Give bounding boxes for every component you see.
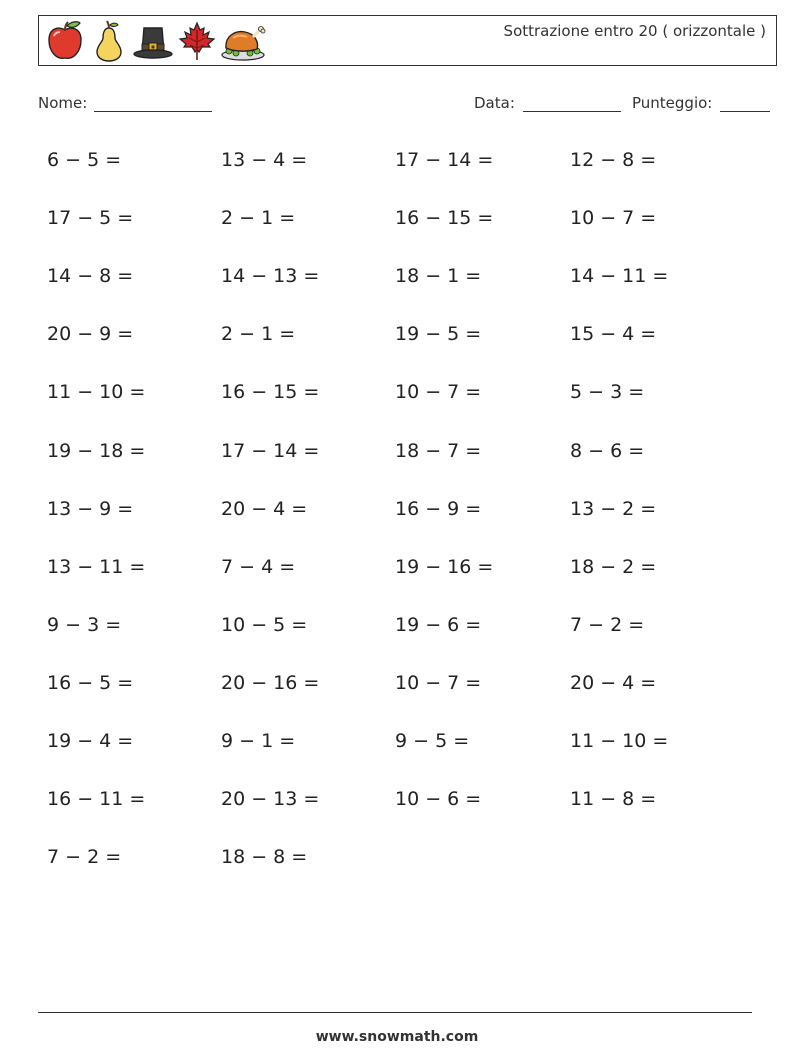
problem-r5-c1: 11 − 10 =	[47, 381, 146, 404]
problem-r6-c3: 18 − 7 =	[395, 439, 482, 462]
maple-leaf-icon	[177, 20, 217, 62]
problem-r5-c3: 10 − 7 =	[395, 381, 482, 404]
roast-turkey-icon	[221, 20, 267, 62]
problem-r1-c2: 13 − 4 =	[221, 149, 308, 171]
problem-r10-c1: 16 − 5 =	[47, 671, 134, 694]
problem-r11-c2: 9 − 1 =	[221, 730, 296, 752]
problem-r11-c4: 11 − 10 =	[570, 730, 669, 752]
problem-r7-c1: 13 − 9 =	[47, 497, 134, 520]
problem-r8-c2: 7 − 4 =	[221, 555, 296, 578]
problem-r2-c3: 16 − 15 =	[395, 207, 494, 230]
problem-r4-c3: 19 − 5 =	[395, 323, 482, 346]
problem-r9-c2: 10 − 5 =	[221, 613, 308, 636]
name-label: Nome:	[38, 94, 88, 112]
problem-r5-c2: 16 − 15 =	[221, 381, 320, 404]
score-field-blank[interactable]	[720, 111, 770, 112]
problem-r12-c3: 10 − 6 =	[395, 788, 482, 811]
problem-r10-c3: 10 − 7 =	[395, 671, 482, 694]
problem-r9-c1: 9 − 3 =	[47, 613, 122, 636]
problem-r1-c3: 17 − 14 =	[395, 149, 494, 171]
worksheet-header	[38, 15, 777, 66]
pilgrim-hat-icon	[133, 20, 173, 62]
problem-r13-c1: 7 − 2 =	[47, 846, 122, 869]
problem-r2-c2: 2 − 1 =	[221, 207, 296, 230]
problem-r9-c4: 7 − 2 =	[570, 613, 645, 636]
date-field-blank[interactable]	[523, 111, 621, 112]
problem-r11-c3: 9 − 5 =	[395, 730, 470, 752]
problem-r6-c1: 19 − 18 =	[47, 439, 146, 462]
problem-r11-c1: 19 − 4 =	[47, 730, 134, 752]
problem-r3-c4: 14 − 11 =	[570, 265, 669, 288]
problem-r3-c1: 14 − 8 =	[47, 265, 134, 288]
problem-r6-c2: 17 − 14 =	[221, 439, 320, 462]
problem-r8-c4: 18 − 2 =	[570, 555, 657, 578]
problem-r10-c2: 20 − 16 =	[221, 671, 320, 694]
problem-r12-c2: 20 − 13 =	[221, 788, 320, 811]
problem-r1-c4: 12 − 8 =	[570, 149, 657, 171]
problem-r7-c3: 16 − 9 =	[395, 497, 482, 520]
problem-r8-c1: 13 − 11 =	[47, 555, 146, 578]
problem-r8-c3: 19 − 16 =	[395, 555, 494, 578]
footer-divider	[38, 1012, 752, 1013]
problem-r3-c2: 14 − 13 =	[221, 265, 320, 288]
problem-r4-c2: 2 − 1 =	[221, 323, 296, 346]
name-field-blank[interactable]	[94, 111, 212, 112]
problem-r10-c4: 20 − 4 =	[570, 671, 657, 694]
score-label: Punteggio:	[632, 94, 713, 112]
footer-website: www.snowmath.com	[315, 1029, 479, 1045]
problem-r2-c4: 10 − 7 =	[570, 207, 657, 230]
problem-r9-c3: 19 − 6 =	[395, 613, 482, 636]
worksheet-title: Sottrazione entro 20 ( orizzontale )	[503, 22, 766, 40]
problem-r7-c2: 20 − 4 =	[221, 497, 308, 520]
date-label: Data:	[474, 94, 515, 112]
problem-r3-c3: 18 − 1 =	[395, 265, 482, 288]
problem-r12-c1: 16 − 11 =	[47, 788, 146, 811]
student-info-row	[38, 94, 771, 116]
problem-r5-c4: 5 − 3 =	[570, 381, 645, 404]
problem-r6-c4: 8 − 6 =	[570, 439, 645, 462]
pear-icon	[89, 20, 129, 62]
problem-r4-c1: 20 − 9 =	[47, 323, 134, 346]
problem-r7-c4: 13 − 2 =	[570, 497, 657, 520]
problem-r12-c4: 11 − 8 =	[570, 788, 657, 811]
problem-r13-c2: 18 − 8 =	[221, 846, 308, 869]
problem-r4-c4: 15 − 4 =	[570, 323, 657, 346]
problem-r2-c1: 17 − 5 =	[47, 207, 134, 230]
apple-icon	[45, 20, 85, 62]
problem-r1-c1: 6 − 5 =	[47, 149, 122, 171]
